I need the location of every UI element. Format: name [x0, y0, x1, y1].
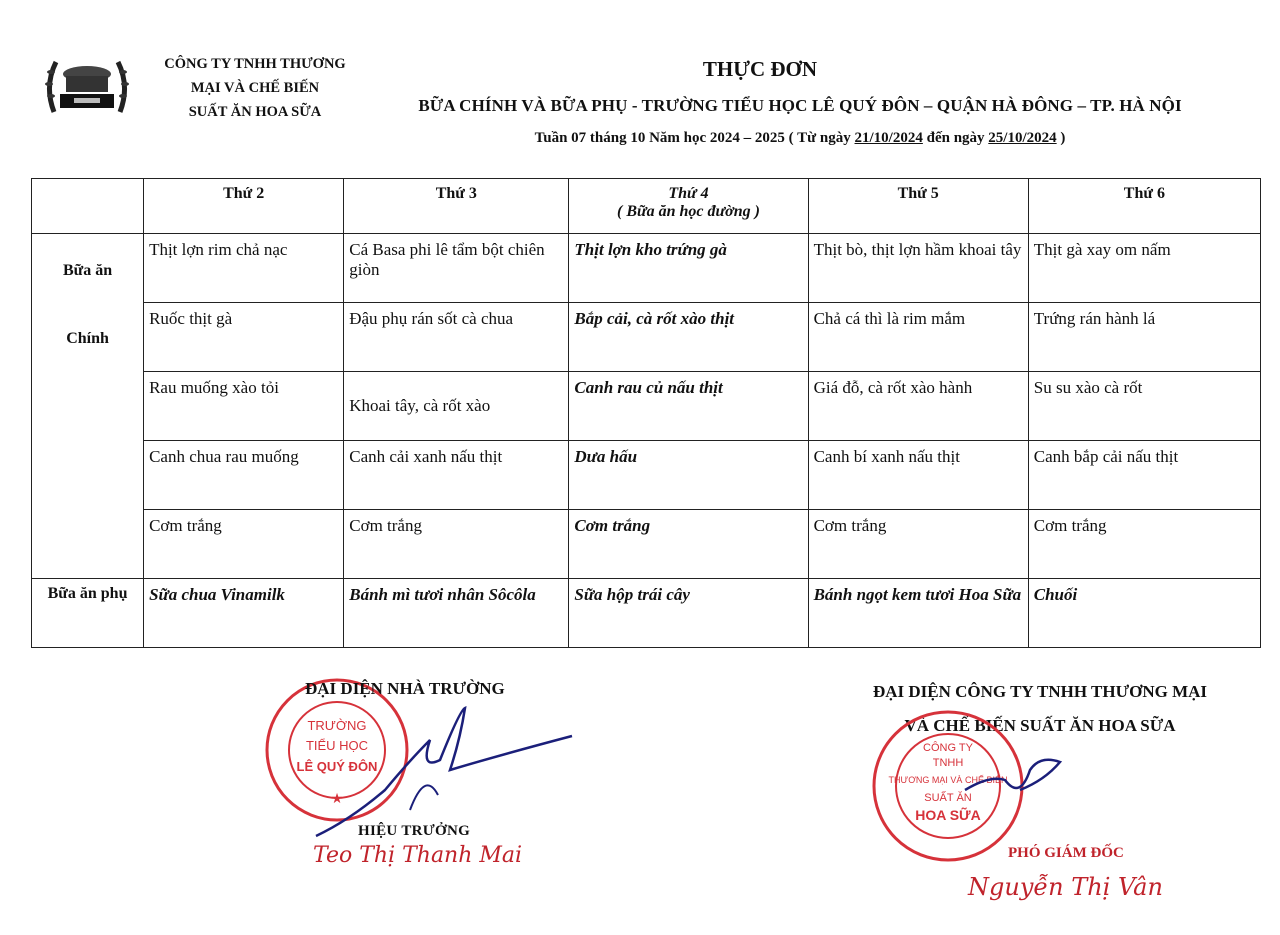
company-line: SUẤT ĂN HOA SỮA — [188, 104, 322, 120]
stamp-text: LÊ QUÝ ĐÔN — [296, 759, 378, 774]
table-cell: Thịt lợn rim chả nạc — [144, 234, 344, 303]
table-cell: Cơm trắng — [808, 510, 1028, 579]
stamp-text: SUẤT ĂN — [924, 792, 972, 804]
stamp-text: TIỂU HỌC — [305, 738, 369, 753]
school-role: HIỆU TRƯỞNG — [358, 823, 471, 839]
table-row — [32, 372, 1261, 441]
table-cell: Bắp cải, cà rốt xào thịt — [569, 303, 808, 372]
table-row — [32, 303, 1261, 372]
table-cell: Khoai tây, cà rốt xào — [344, 372, 569, 441]
table-cell: Sữa hộp trái cây — [569, 579, 808, 648]
stamp-text: THƯƠNG MẠI VÀ CHẾ BIẾN — [888, 775, 1008, 785]
company-representative-line2: VÀ CHẾ BIẾN SUẤT ĂN HOA SỮA — [904, 716, 1176, 735]
company-signer-name: Nguyễn Thị Vân — [968, 873, 1163, 901]
table-cell: Su su xào cà rốt — [1028, 372, 1260, 441]
day-header: Thứ 5 — [808, 179, 1028, 234]
table-cell: Đậu phụ rán sốt cà chua — [344, 303, 569, 372]
table-cell: Sữa chua Vinamilk — [144, 579, 344, 648]
company-role: PHÓ GIÁM ĐỐC — [1008, 845, 1124, 861]
table-cell: Chả cá thì là rim mắm — [808, 303, 1028, 372]
table-cell: Thịt lợn kho trứng gà — [569, 234, 808, 303]
table-cell: Canh chua rau muống — [144, 441, 344, 510]
table-cell: Canh bí xanh nấu thịt — [808, 441, 1028, 510]
date-mid: đến ngày — [922, 130, 989, 146]
table-cell: Canh bắp cải nấu thịt — [1028, 441, 1260, 510]
company-line: MẠI VÀ CHẾ BIẾN — [190, 80, 320, 96]
company-signature — [960, 750, 1070, 810]
week-prefix: Tuần 07 tháng 10 Năm học 2024 – 2025 ( Từ ngày — [534, 130, 855, 146]
school-signer-name: Teo Thị Thanh Mai — [313, 843, 523, 868]
menu-table — [31, 178, 1261, 648]
day-label: Thứ 4 — [668, 185, 709, 202]
star-icon: ★ — [330, 792, 344, 807]
stamp-text: TNHH — [932, 757, 964, 769]
date-from: 21/10/2024 — [854, 130, 923, 146]
company-line: CÔNG TY TNHH THƯƠNG — [164, 56, 346, 72]
company-logo — [42, 52, 132, 118]
snack-label: Bữa ăn phụ — [32, 579, 144, 648]
table-row — [32, 441, 1261, 510]
snack-row — [32, 579, 1261, 648]
week-line — [400, 130, 1200, 147]
table-cell: Dưa hấu — [569, 441, 808, 510]
stamp-text: CÔNG TY — [923, 742, 973, 754]
table-cell: Cá Basa phi lê tẩm bột chiên giòn — [344, 234, 569, 303]
page-title: THỰC ĐƠN — [702, 57, 818, 81]
table-cell: Cơm trắng — [1028, 510, 1260, 579]
table-cell: Cơm trắng — [569, 510, 808, 579]
table-cell: Bánh ngọt kem tươi Hoa Sữa — [808, 579, 1028, 648]
table-cell: Rau muống xào tỏi — [144, 372, 344, 441]
company-name-block — [150, 52, 360, 124]
day-header: Thứ 6 — [1028, 179, 1260, 234]
main-meal-label-2: Chính — [66, 330, 109, 347]
table-row — [32, 510, 1261, 579]
week-suffix: ) — [1056, 130, 1066, 146]
table-header-row — [32, 179, 1261, 234]
main-meal-label — [32, 234, 144, 579]
stamp-text: TRƯỜNG — [307, 718, 367, 733]
table-cell: Canh cải xanh nấu thịt — [344, 441, 569, 510]
table-cell: Thịt bò, thịt lợn hầm khoai tây — [808, 234, 1028, 303]
table-cell: Cơm trắng — [344, 510, 569, 579]
table-cell: Bánh mì tươi nhân Sôcôla — [344, 579, 569, 648]
day-header: Thứ 3 — [344, 179, 569, 234]
main-meal-label-1: Bữa ăn — [62, 262, 113, 279]
school-signature — [310, 700, 580, 840]
stamp-text: HOA SỮA — [915, 807, 981, 823]
school-representative: ĐẠI DIỆN NHÀ TRƯỜNG — [305, 679, 505, 698]
table-cell: Canh rau củ nấu thịt — [569, 372, 808, 441]
table-cell: Ruốc thịt gà — [144, 303, 344, 372]
table-cell: Thịt gà xay om nấm — [1028, 234, 1260, 303]
day-header-wed — [569, 179, 808, 234]
table-cell: Trứng rán hành lá — [1028, 303, 1260, 372]
day-note: ( Bữa ăn học đường ) — [617, 203, 760, 220]
corner-cell — [32, 179, 144, 234]
date-to: 25/10/2024 — [988, 130, 1057, 146]
table-cell: Chuối — [1028, 579, 1260, 648]
table-cell: Cơm trắng — [144, 510, 344, 579]
day-header: Thứ 2 — [144, 179, 344, 234]
table-row — [32, 234, 1261, 303]
table-cell: Giá đỗ, cà rốt xào hành — [808, 372, 1028, 441]
company-representative-line1: ĐẠI DIỆN CÔNG TY TNHH THƯƠNG MẠI — [872, 682, 1208, 701]
page-subtitle: BỮA CHÍNH VÀ BỮA PHỤ - TRƯỜNG TIỂU HỌC LÊ QUÝ ĐÔN – QUẬN HÀ ĐÔNG – TP. HÀ NỘI — [418, 96, 1182, 115]
